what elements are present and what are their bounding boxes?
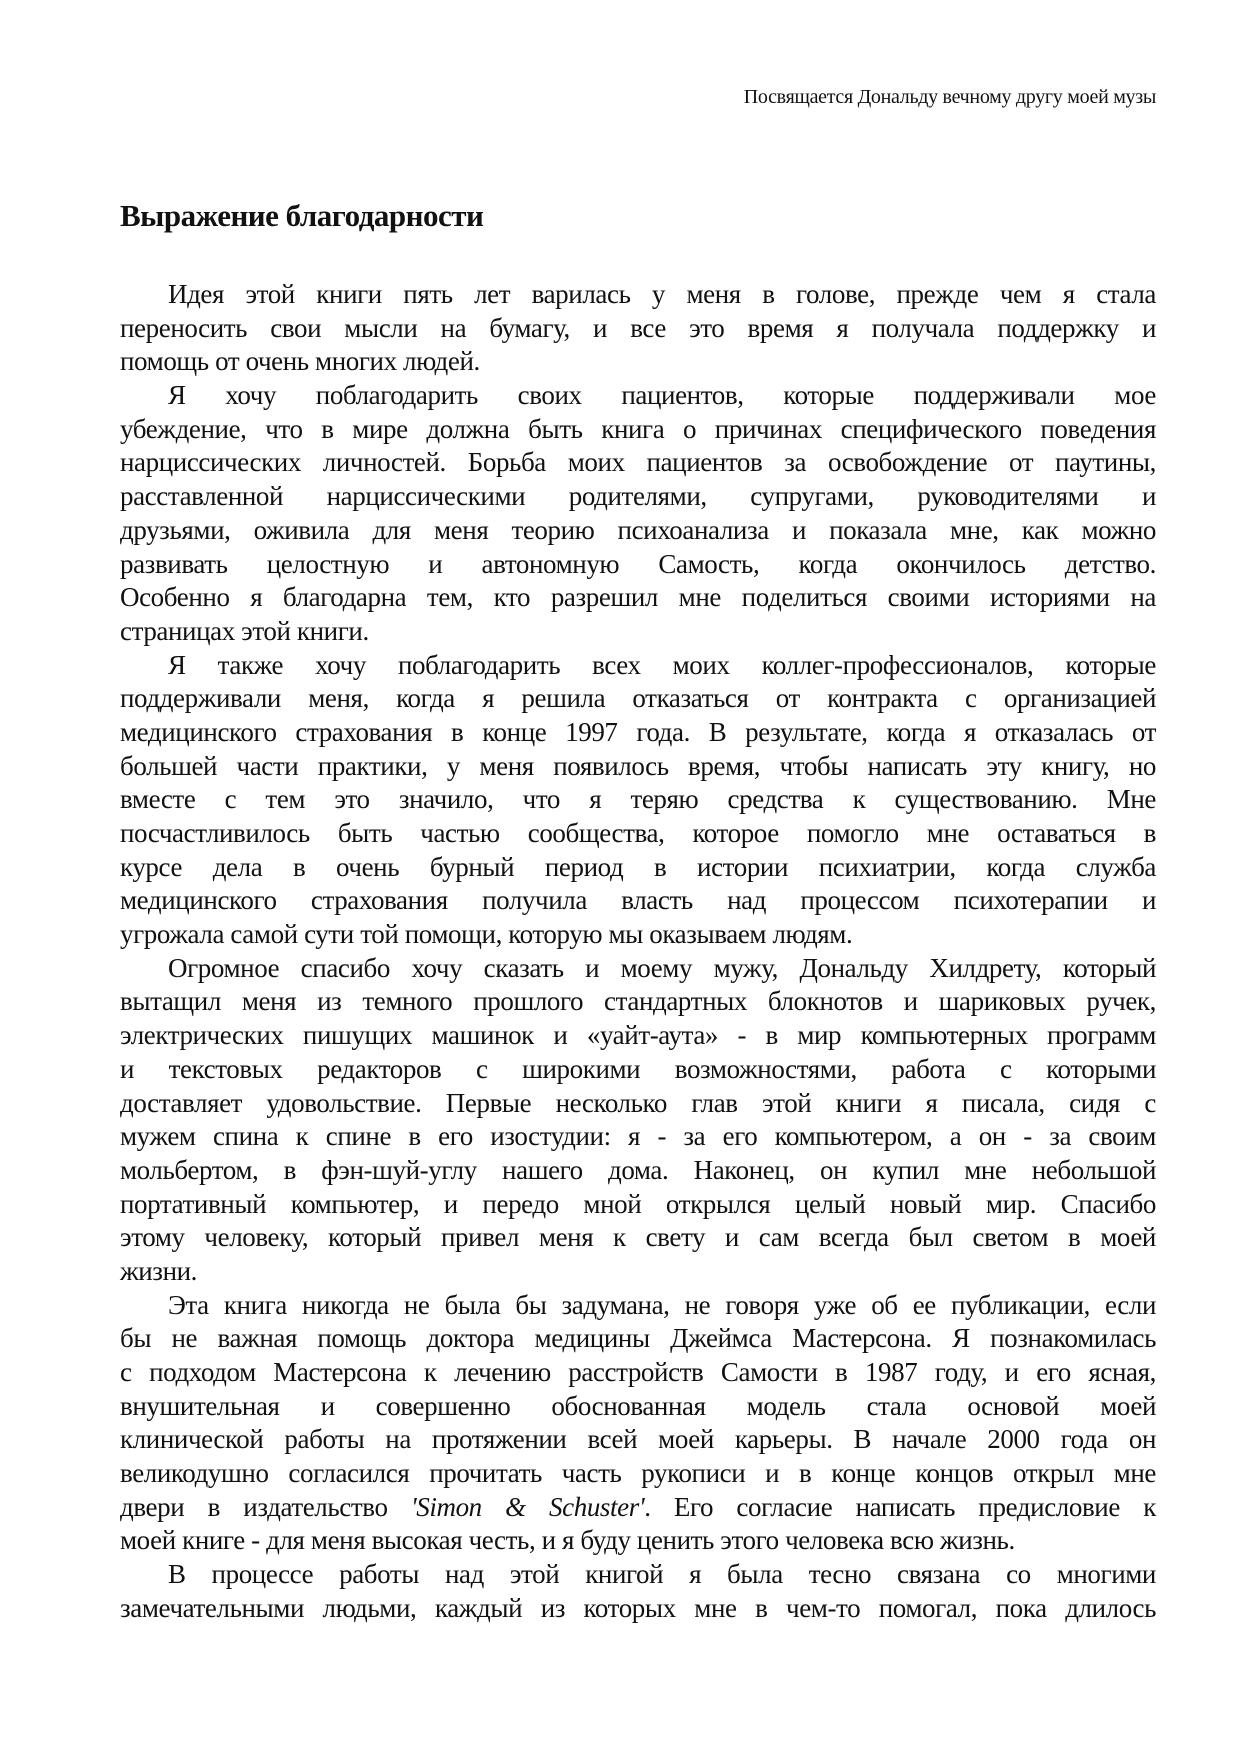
- text-line: великодушно согласился прочитать часть рукописи и в конце концов открыл мне: [120, 1458, 1156, 1489]
- text-line: развивать целостную и автономную Самость, когда окончилось детство.: [120, 548, 1156, 579]
- text-line: посчастливилось быть частью сообщества, которое помогло мне оставаться в: [120, 818, 1156, 848]
- text-line: клинической работы на протяжении всей моей карьеры. В начале 2000 года он: [120, 1424, 1156, 1455]
- text-line: помощь от очень многих людей.: [120, 346, 480, 377]
- text-line: с подходом Мастерсона к лечению расстройств Самости в 1987 году, и его ясная,: [120, 1357, 1156, 1387]
- text-line: Я также хочу поблагодарить всех моих коллег-профессионалов, которые: [168, 649, 1156, 680]
- text-line: Огромное спасибо хочу сказать и моему мужу, Дональду Хилдрету, который: [168, 952, 1156, 983]
- text-line: вместе с тем это значило, что я теряю средства к существованию. Мне: [120, 784, 1156, 815]
- text-line: моей книге - для меня высокая честь, и я буду ценить этого человека всю жизнь.: [120, 1525, 1015, 1556]
- text-line: В процессе работы над этой книгой я была тесно связана со многими: [168, 1559, 1156, 1590]
- text-line: большей части практики, у меня появилось время, чтобы написать эту книгу, но: [120, 750, 1156, 781]
- text-line: медицинского страхования в конце 1997 года. В результате, когда я отказалась от: [120, 716, 1156, 747]
- text-line: переносить свои мысли на бумагу, и все это время я получала поддержку и: [120, 312, 1156, 343]
- text-line: страницах этой книги.: [120, 615, 369, 646]
- text-line: и текстовых редакторов с широкими возможностями, работа с которыми: [120, 1053, 1156, 1084]
- text-line: расставленной нарциссическими родителями, супругами, руководителями и: [120, 481, 1156, 512]
- section-title: Выражение благодарности: [120, 198, 484, 233]
- text-line: вытащил меня из темного прошлого стандартных блокнотов и шариковых ручек,: [120, 986, 1156, 1017]
- paragraph: [120, 952, 1156, 1289]
- text-line: двери в издательство 'Simon & Schuster'. Его согласие написать предисловие к: [120, 1491, 1156, 1522]
- text-line: мужем спина к спине в его изостудии: я - за его компьютером, а он - за своим: [120, 1121, 1156, 1152]
- text-line: бы не важная помощь доктора медицины Джеймса Мастерсона. Я познакомилась: [120, 1323, 1156, 1354]
- text-line: Идея этой книги пять лет варилась у меня в голове, прежде чем я стала: [168, 279, 1156, 309]
- page-header-dedication: Посвящается Дональду вечному другу моей музы: [743, 86, 1156, 108]
- text-line: друзьями, оживила для меня теорию психоанализа и показала мне, как можно: [120, 514, 1156, 545]
- text-line: Эта книга никогда не была бы задумана, не говоря уже об ее публикации, если: [168, 1289, 1156, 1320]
- text-line: замечательными людьми, каждый из которых мне в чем-то помогал, пока длилось: [120, 1592, 1156, 1623]
- paragraph: [120, 278, 1156, 379]
- text-line: нарциссических личностей. Борьба моих пациентов за освобождение от паутины,: [120, 447, 1156, 478]
- text-line: Я хочу поблагодарить своих пациентов, которые поддерживали мое: [168, 380, 1156, 411]
- text-line: портативный компьютер, и передо мной открылся целый новый мир. Спасибо: [120, 1188, 1156, 1219]
- text-line: доставляет удовольствие. Первые несколько глав этой книги я писала, сидя с: [120, 1087, 1156, 1118]
- paragraph: [120, 379, 1156, 649]
- publisher-name: 'Simon & Schuster': [410, 1491, 645, 1522]
- text-line: жизни.: [120, 1255, 198, 1286]
- paragraph: [120, 1289, 1156, 1559]
- text-line: Особенно я благодарна тем, кто разрешил мне поделиться своими историями на: [120, 582, 1156, 613]
- text-line: внушительная и совершенно обоснованная модель стала основой моей: [120, 1390, 1156, 1421]
- body-text: [120, 278, 1156, 1626]
- paragraph: [120, 649, 1156, 952]
- text-line: поддерживали меня, когда я решила отказаться от контракта с организацией: [120, 683, 1156, 714]
- text-line: мольбертом, в фэн-шуй-углу нашего дома. Наконец, он купил мне небольшой: [120, 1154, 1156, 1185]
- paragraph: [120, 1558, 1156, 1625]
- text-line: электрических пишущих машинок и «уайт-аута» - в мир компьютерных программ: [120, 1020, 1156, 1051]
- text-line: этому человеку, который привел меня к свету и сам всегда был светом в моей: [120, 1222, 1156, 1253]
- text-line: курсе дела в очень бурный период в истории психиатрии, когда служба: [120, 851, 1156, 882]
- text-line: убеждение, что в мире должна быть книга о причинах специфического поведения: [120, 413, 1156, 444]
- text-line: угрожала самой сути той помощи, которую мы оказываем людям.: [120, 919, 853, 950]
- text-line: медицинского страхования получила власть над процессом психотерапии и: [120, 885, 1156, 916]
